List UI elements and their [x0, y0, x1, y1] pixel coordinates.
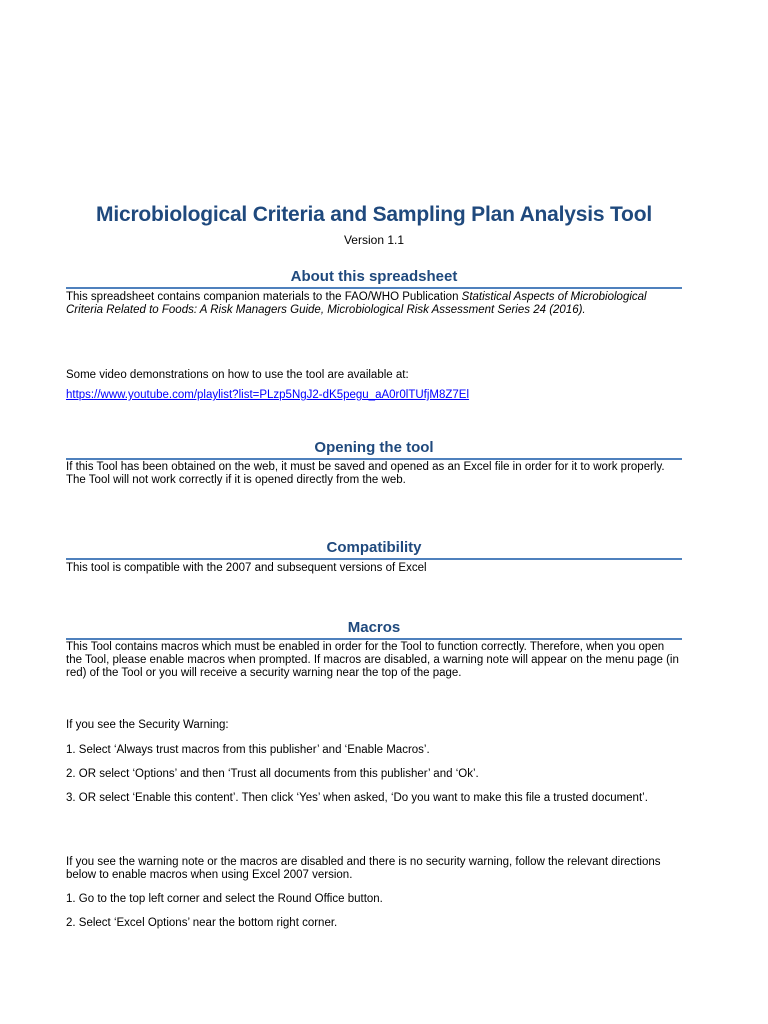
about-text [66, 291, 682, 317]
warning-note-intro: If you see the warning note or the macros are disabled and there is no security warning, follow the relevant directions below to enable macros when using Excel 2007 version. [66, 856, 661, 881]
excel-step-1: 1. Go to the top left corner and select the Round Office button. [66, 893, 383, 905]
document-title: Microbiological Criteria and Sampling Plan Analysis Tool [96, 203, 652, 226]
video-text: Some video demonstrations on how to use the tool are available at: [66, 369, 409, 381]
excel-step-2: 2. Select ‘Excel Options’ near the bottom right corner. [66, 917, 338, 929]
compatibility-text: This tool is compatible with the 2007 and subsequent versions of Excel [66, 562, 427, 574]
opening-heading: Opening the tool [66, 439, 682, 460]
security-step-2: 2. OR select ‘Options’ and then ‘Trust all documents from this publisher’ and ‘Ok’. [66, 768, 479, 780]
about-heading: About this spreadsheet [66, 268, 682, 289]
security-step-3: 3. OR select ‘Enable this content’. Then click ‘Yes’ when asked, ‘Do you want to make this file a trusted document’. [66, 792, 648, 804]
opening-text: If this Tool has been obtained on the web, it must be saved and opened as an Excel file in order for it to work properly. The Tool will not work correctly if it is opened directly from the web. [66, 461, 665, 486]
about-intro: This spreadsheet contains companion materials to the FAO/WHO Publication [66, 291, 462, 303]
security-step-1: 1. Select ‘Always trust macros from this publisher’ and ‘Enable Macros’. [66, 744, 430, 756]
macros-text: This Tool contains macros which must be enabled in order for the Tool to function correctly. Therefore, when you open the Tool, please enable macros when prompted. If macros are disabled, a warning note will appear on the menu page (in red) of the Tool or you will receive a security warning near the top of the page. [66, 641, 679, 679]
video-playlist-link[interactable]: https://www.youtube.com/playlist?list=PLzp5NgJ2-dK5pegu_aA0r0lTUfjM8Z7El [66, 389, 470, 401]
publication-title: Statistical Aspects of Microbiological Criteria Related to Foods: A Risk Managers Guide, Microbiological Risk Assessment Series 24 (2016). [66, 291, 647, 316]
compatibility-heading: Compatibility [66, 539, 682, 560]
security-warning-intro: If you see the Security Warning: [66, 719, 229, 731]
version-label: Version 1.1 [343, 233, 405, 247]
macros-heading: Macros [66, 619, 682, 640]
